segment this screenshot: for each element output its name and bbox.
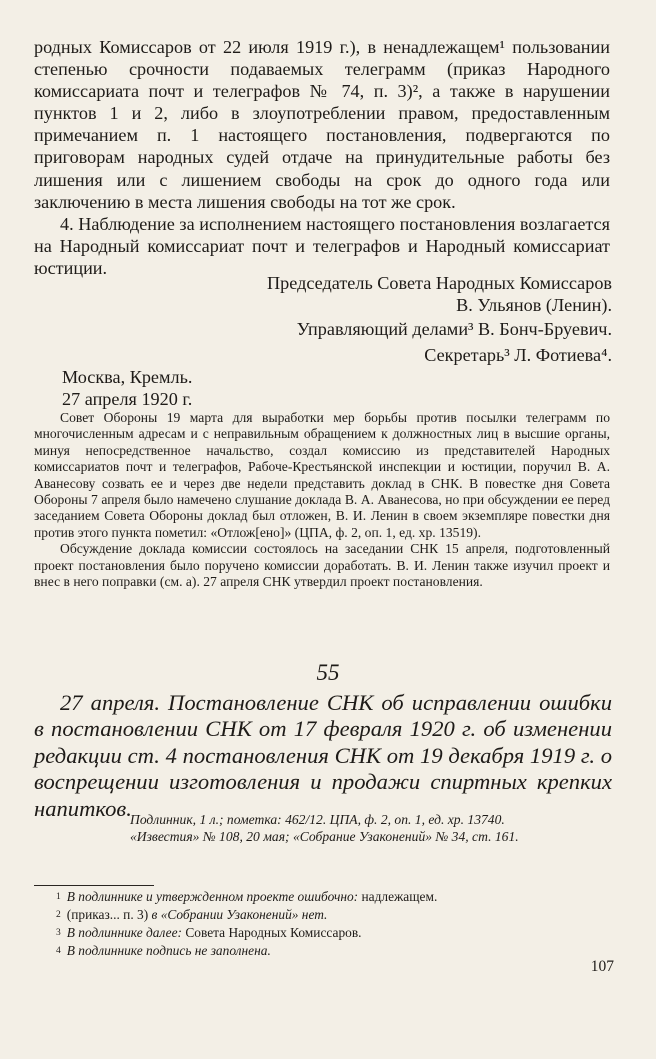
main-text (34, 36, 610, 279)
date: 27 апреля 1920 г. (62, 389, 193, 409)
signature-chair-title: Председатель Совета Народных Комиссаров (267, 273, 612, 293)
document-number: 55 (316, 660, 340, 685)
document-title (34, 690, 612, 822)
signature-secretary: Секретарь³ Л. Фотиева⁴. (424, 345, 612, 365)
footnote (56, 942, 616, 960)
footnote-mark: 4 (56, 946, 61, 956)
footnote-mark: 1 (56, 892, 61, 902)
footnote-text: (приказ... п. 3) (66, 907, 152, 922)
source-line-original: Подлинник, 1 л.; пометка: 462/12. ЦПА, ф. 2, оп. 1, ед. хр. 13740. (130, 812, 505, 827)
source-reference (130, 812, 612, 845)
footnote-mark: 2 (56, 910, 61, 920)
place-and-date (62, 366, 192, 410)
footnote (56, 888, 616, 906)
footnote-italic: в «Собрании Узаконений» нет. (151, 907, 328, 922)
signature-chair-name: В. Ульянов (Ленин). (456, 295, 612, 315)
source-line-publication: «Известия» № 108, 20 мая; «Собрание Узаконений» № 34, ст. 161. (130, 828, 519, 844)
note-paragraph-2: Обсуждение доклада комиссии состоялось на заседании СНК 15 апреля, подготовленный проект постановления было поручено комиссии доработать. В. И. Ленин также изучил проект и внес в него поправки (см. а). 27 апреля СНК утвердил проект постановления. (34, 541, 610, 590)
footnote (56, 906, 616, 924)
editorial-note (34, 410, 610, 590)
footnote-text: Совета Народных Комиссаров. (182, 925, 362, 940)
footnote-italic: В подлиннике и утвержденном проекте ошибочно: (66, 889, 359, 904)
page-number: 107 (590, 958, 614, 975)
footnote-mark: 3 (56, 928, 61, 938)
footnotes (56, 888, 616, 960)
signature-manager: Управляющий делами³ В. Бонч-Бруевич. (296, 319, 612, 339)
footnote-text: надлежащем. (358, 889, 438, 904)
note-paragraph-1: Совет Обороны 19 марта для выработки мер борьбы против посылки телеграмм по многочисленным адресам и с неправильным обращением к должностных лиц в высшие органы, минуя непосредственное начальство, создал комиссию из представителей Народных комиссариатов почт и телеграфов, Рабоче-Крестьянской инспекции и юстиции, поручил В. А. Аванесову созвать ее и через две недели представить доклад в СНК. В повестке дня Совета Обороны 7 апреля было намечено слушание доклада В. А. Аванесова, но при обсуждении ее перед заседанием Совета Обороны доклад был отложен, В. И. Ленин в своем экземпляре повестки дня против этого пункта пометил: «Отлож[ено]» (ЦПА, ф. 2, оп. 1, ед. хр. 13519). (34, 410, 610, 540)
paragraph-penalties: родных Комиссаров от 22 июля 1919 г.), в ненадлежащем¹ пользовании степенью срочности подаваемых телеграмм (приказ Народного комиссариата почт и телеграфов № 74, п. 3)², а также в нарушении пунктов 1 и 2, либо в злоупотреблении правом, предоставленным примечанием п. 1 настоящего постановления, подвергаются по приговорам народных судей отдаче на принудительные работы без лишения или с лишением свободы на срок до одного года или заключению в места лишения свободы на тот же срок. (34, 37, 610, 212)
paragraph-supervision: 4. Наблюдение за исполнением настоящего постановления возлагается на Народный комиссариат почт и телеграфов и Народный комиссариат юстиции. (34, 213, 610, 278)
footnote-italic: В подлиннике подпись не заполнена. (66, 943, 271, 958)
document-title-text: 27 апреля. Постановление СНК об исправлении ошибки в постановлении СНК от 17 февраля 1920 г. об изменении редакции ст. 4 постановления СНК от 19 декабря 1919 г. о воспрещении изготовления и продажи спиртных крепких напитков. (34, 690, 612, 821)
place: Москва, Кремль. (62, 367, 193, 387)
footnote-divider (34, 885, 154, 886)
footnote-italic: В подлиннике далее: (66, 925, 182, 940)
footnote (56, 924, 616, 942)
